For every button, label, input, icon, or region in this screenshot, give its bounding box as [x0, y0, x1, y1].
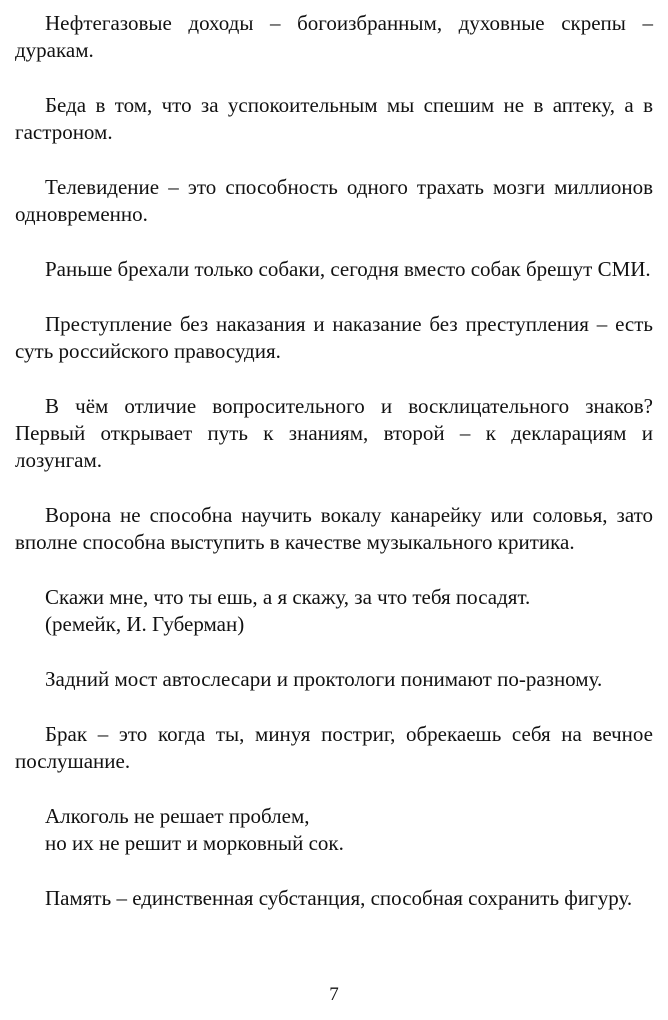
- aphorism-paragraph: Брак – это когда ты, минуя постриг, обрекаешь себя на вечное послушание.: [15, 722, 653, 773]
- guberman-quote-attribution: (ремейк, И. Губерман): [45, 612, 245, 636]
- aphorism-paragraph: Беда в том, что за успокоительным мы спешим не в аптеку, а в гастроном.: [15, 93, 653, 144]
- aphorism-paragraph: В чём отличие вопросительного и восклицательного знаков? Первый открывает путь к знаниям, второй – к декларациям и лозунгам.: [15, 394, 653, 472]
- aphorism-paragraph: Ворона не способна научить вокалу канарейку или соловья, зато вполне способна выступить в качестве музыкального критика.: [15, 503, 653, 554]
- guberman-quote-line: Скажи мне, что ты ешь, а я скажу, за что тебя посадят.: [45, 585, 531, 609]
- aphorism-paragraph: Преступление без наказания и наказание без преступления – есть суть российского правосудия.: [15, 312, 653, 363]
- page-text: [15, 10, 653, 940]
- aphorism-paragraph: Задний мост автослесари и проктологи понимают по-разному.: [45, 667, 603, 691]
- aphorism-paragraph: Память – единственная субстанция, способная сохранить фигуру.: [45, 886, 633, 910]
- aphorism-paragraph: Нефтегазовые доходы – богоизбранным, духовные скрепы – дуракам.: [15, 11, 653, 62]
- page-number: 7: [329, 984, 339, 1005]
- aphorism-paragraph: Раньше брехали только собаки, сегодня вместо собак брешут СМИ.: [45, 257, 651, 281]
- guberman-quote: [15, 584, 653, 638]
- alcohol-quote-line: Алкоголь не решает проблем,: [45, 804, 310, 828]
- aphorism-paragraph: Телевидение – это способность одного трахать мозги миллионов одновременно.: [15, 175, 653, 226]
- alcohol-quote-line: но их не решит и морковный сок.: [45, 831, 344, 855]
- alcohol-quote: [15, 803, 653, 857]
